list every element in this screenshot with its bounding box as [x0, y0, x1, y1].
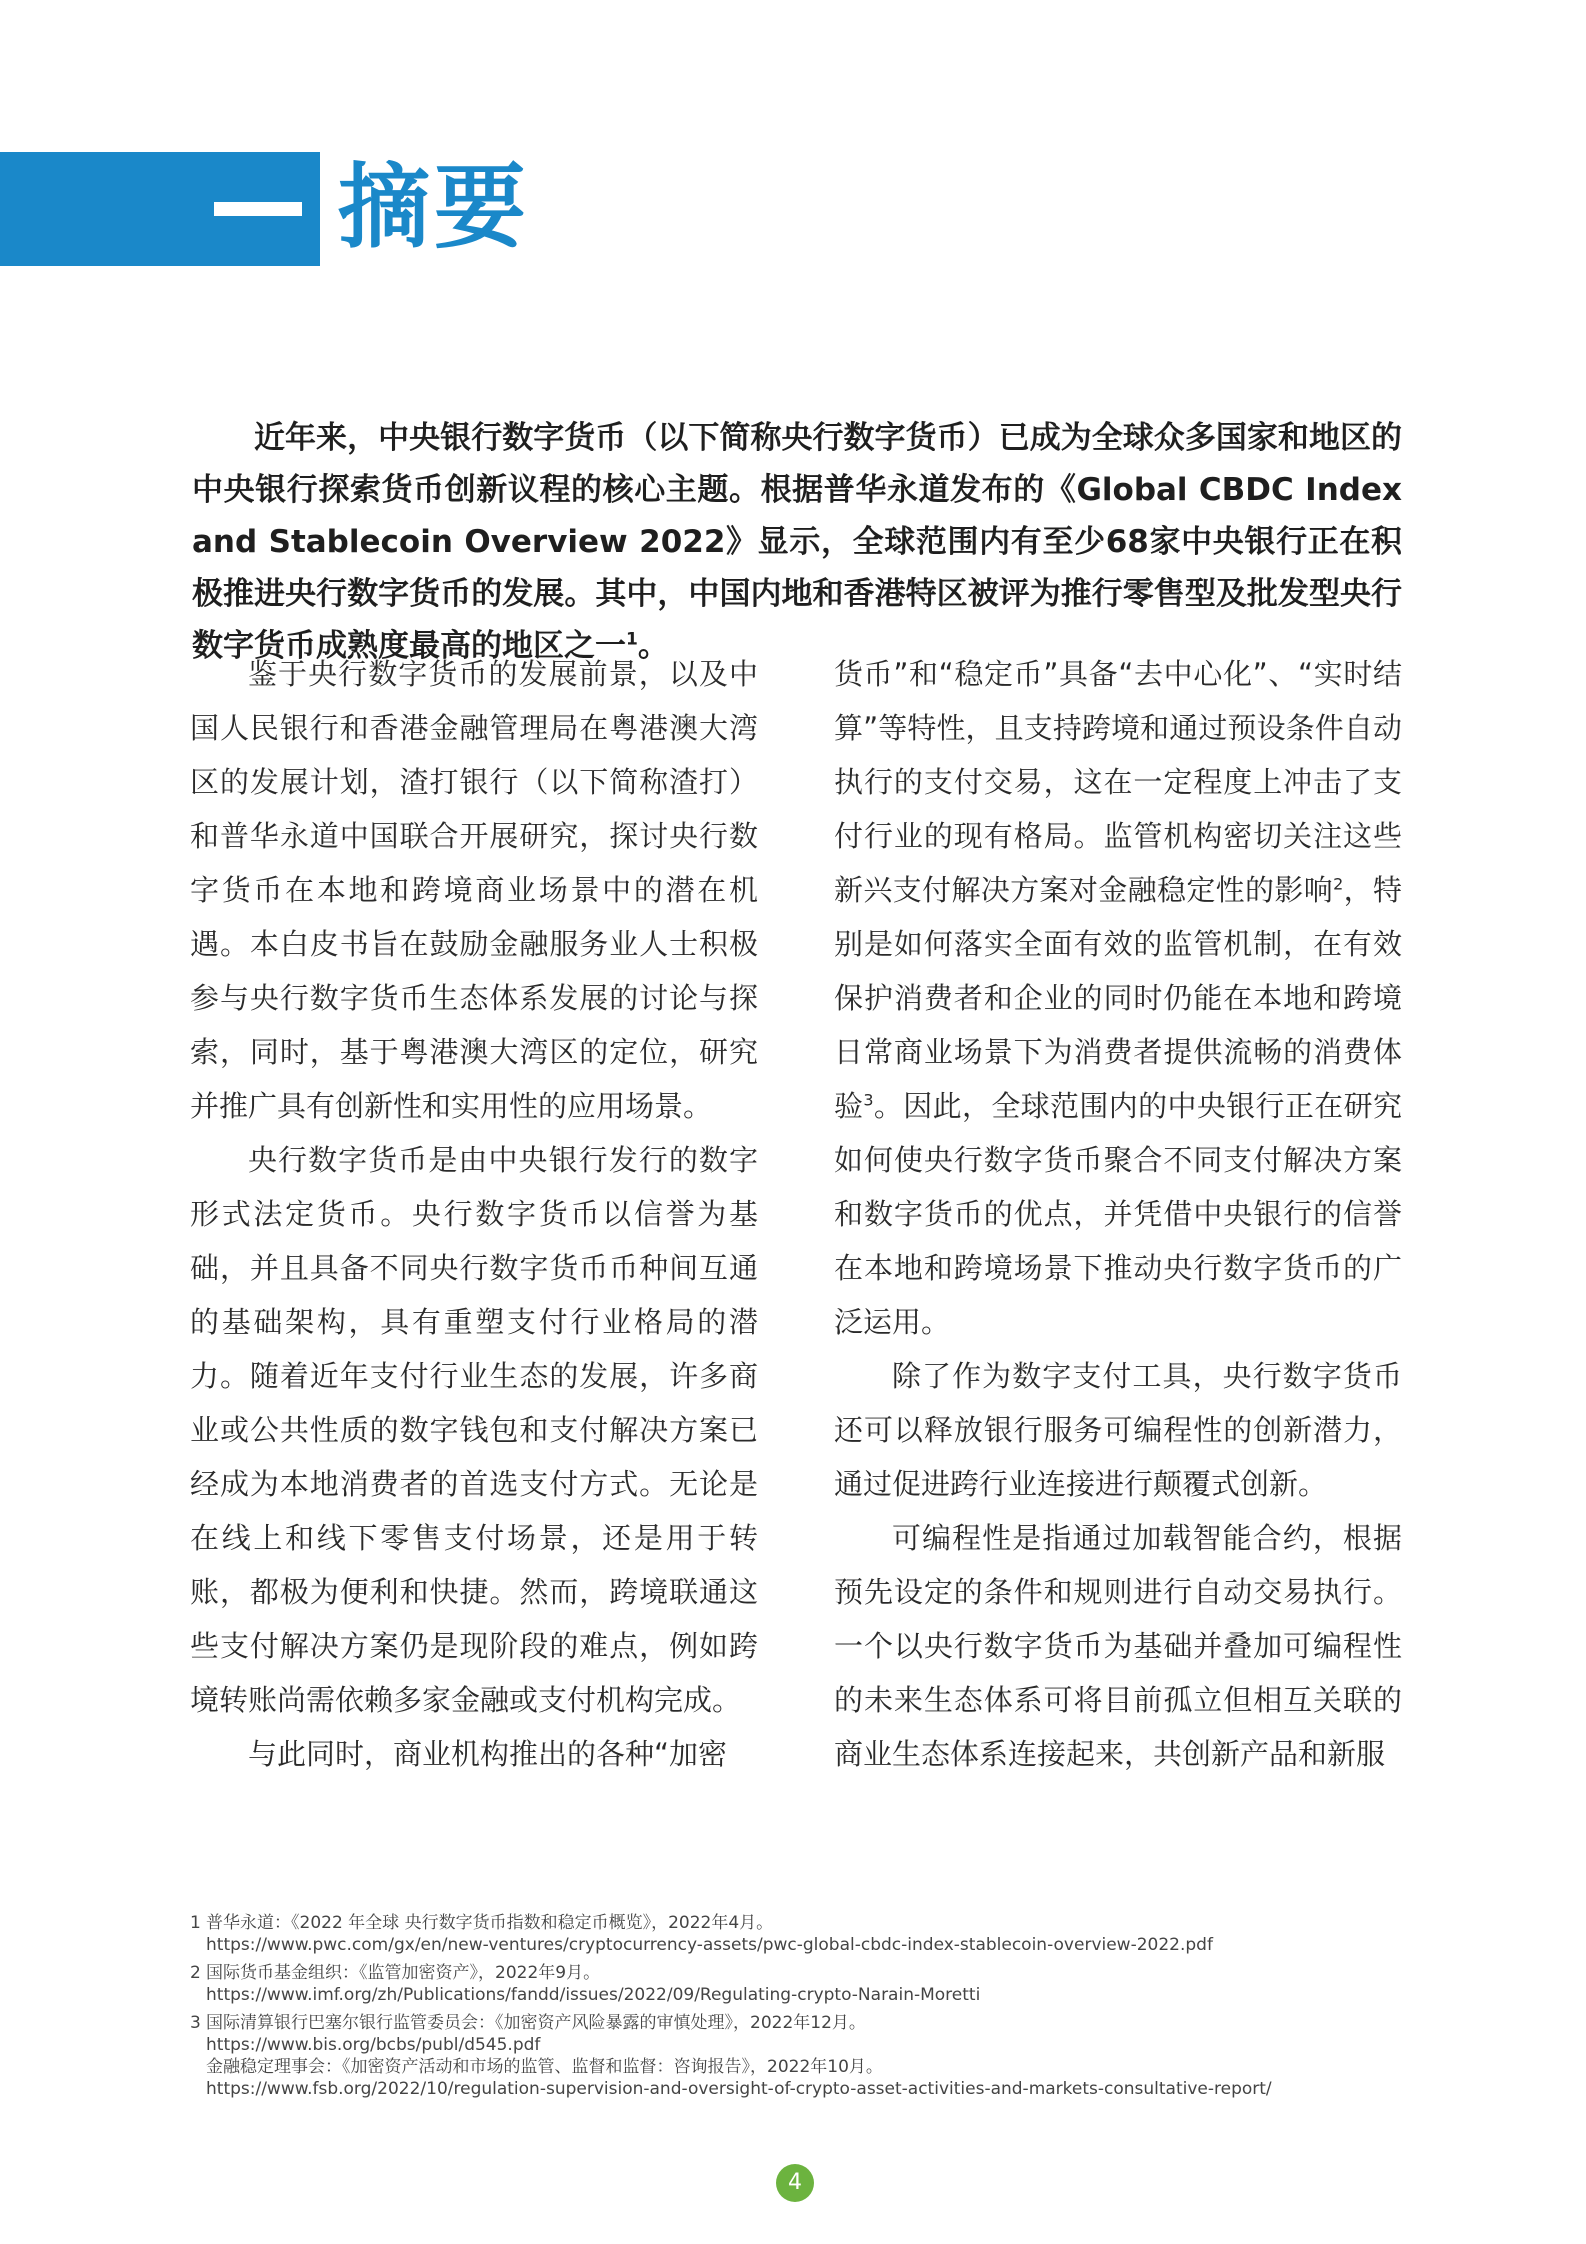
footnote-link[interactable]: https://www.fsb.org/2022/10/regulation-supervision-and-oversight-of-crypto-asset-activities-and-markets-consultative-report/ [206, 2079, 1272, 2099]
footnote-link[interactable]: https://www.imf.org/zh/Publications/fandd/issues/2022/09/Regulating-crypto-Narain-Moretti [206, 1985, 981, 2005]
footnote-2 [190, 1962, 1410, 2006]
section-title: 摘要 [338, 154, 531, 261]
section-number-dash [214, 202, 302, 216]
left-paragraph-2: 央行数字货币是由中央银行发行的数字形式法定货币。央行数字货币以信誉为基础，并且具备不同央行数字货币币种间互通的基础架构，具有重塑支付行业格局的潜力。随着近年支付行业生态的发展，许多商业或公共性质的数字钱包和支付解决方案已经成为本地消费者的首选支付方式。无论是在线上和线下零售支付场景，还是用于转账，都极为便利和快捷。然而，跨境联通这些支付解决方案仍是现阶段的难点，例如跨境转账尚需依赖多家金融或支付机构完成。 [190, 1143, 758, 1717]
footnote-1 [190, 1912, 1410, 1956]
right-paragraph-1-text-c: 。因此，全球范围内的中央银行正在研究如何使央行数字货币聚合不同支付解决方案和数字货币的优点，并凭借中央银行的信誉在本地和跨境场景下推动央行数字货币的广泛运用。 [834, 1089, 1402, 1339]
page-number-badge: 4 [776, 2164, 814, 2202]
footnote-link[interactable]: https://www.pwc.com/gx/en/new-ventures/cryptocurrency-assets/pwc-global-cbdc-index-stablecoin-overview-2022.pdf [206, 1935, 1213, 1955]
footnote-number: 1 [190, 1913, 201, 1933]
footnote-link[interactable]: https://www.bis.org/bcbs/publ/d545.pdf [206, 2035, 541, 2055]
intro-summary [192, 412, 1402, 672]
left-paragraph-1: 鉴于央行数字货币的发展前景，以及中国人民银行和香港金融管理局在粤港澳大湾区的发展计划，渣打银行（以下简称渣打）和普华永道中国联合开展研究，探讨央行数字货币在本地和跨境商业场景中的潜在机遇。本白皮书旨在鼓励金融服务业人士积极参与央行数字货币生态体系发展的讨论与探索，同时，基于粤港澳大湾区的定位，研究并推广具有创新性和实用性的应用场景。 [190, 657, 758, 1123]
footnote-citation: 国际清算银行巴塞尔银行监管委员会：《加密资产风险暴露的审慎处理》，2022年12月。 [206, 2013, 866, 2033]
intro-tail: 。 [637, 628, 669, 664]
footnotes [190, 1912, 1410, 2106]
footnote-ref-2: 2 [1333, 874, 1344, 894]
footnote-ref-1: 1 [626, 629, 638, 650]
right-column [834, 647, 1402, 1781]
left-paragraph-3: 与此同时，商业机构推出的各种“加密 [248, 1737, 728, 1771]
right-paragraph-1-text-b: ，特别是如何落实全面有效的监管机制，在有效保护消费者和企业的同时仍能在本地和跨境日常商业场景下为消费者提供流畅的消费体验 [834, 873, 1402, 1123]
right-paragraph-3: 可编程性是指通过加载智能合约，根据预先设定的条件和规则进行自动交易执行。一个以央行数字货币为基础并叠加可编程性的未来生态体系可将目前孤立但相互关联的商业生态体系连接起来，共创新产品和新服 [834, 1521, 1402, 1771]
footnote-citation: 国际货币基金组织：《监管加密资产》，2022年9月。 [206, 1963, 601, 1983]
left-column [190, 647, 758, 1781]
footnote-citation: 普华永道：《2022 年全球 央行数字货币指数和稳定币概览》，2022年4月。 [206, 1913, 774, 1933]
footnote-number: 2 [190, 1963, 201, 1983]
footnote-citation: 金融稳定理事会：《加密资产活动和市场的监管、监督和监督：咨询报告》，2022年10月。 [206, 2057, 883, 2077]
right-paragraph-2: 除了作为数字支付工具，央行数字货币还可以释放银行服务可编程性的创新潜力，通过促进跨行业连接进行颠覆式创新。 [834, 1359, 1402, 1501]
footnote-number: 3 [190, 2013, 201, 2033]
footnote-3 [190, 2012, 1410, 2100]
section-header-band [0, 152, 320, 266]
footnote-ref-3: 3 [863, 1090, 874, 1110]
right-paragraph-1 [834, 647, 1402, 1349]
right-paragraph-1-text-a: 货币”和“稳定币”具备“去中心化”、“实时结算”等特性，且支持跨境和通过预设条件自动执行的支付交易，这在一定程度上冲击了支付行业的现有格局。监管机构密切关注这些新兴支付解决方案对金融稳定性的影响 [834, 657, 1402, 907]
intro-text: 近年来，中央银行数字货币（以下简称央行数字货币）已成为全球众多国家和地区的中央银行探索货币创新议程的核心主题。根据普华永道发布的《Global CBDC Index and Stablecoin Overview 2022》显示，全球范围内有至少68家中央银行正在积极推进央行数字货币的发展。其中，中国内地和香港特区被评为推行零售型及批发型央行数字货币成熟度最高的地区之一 [192, 420, 1402, 664]
